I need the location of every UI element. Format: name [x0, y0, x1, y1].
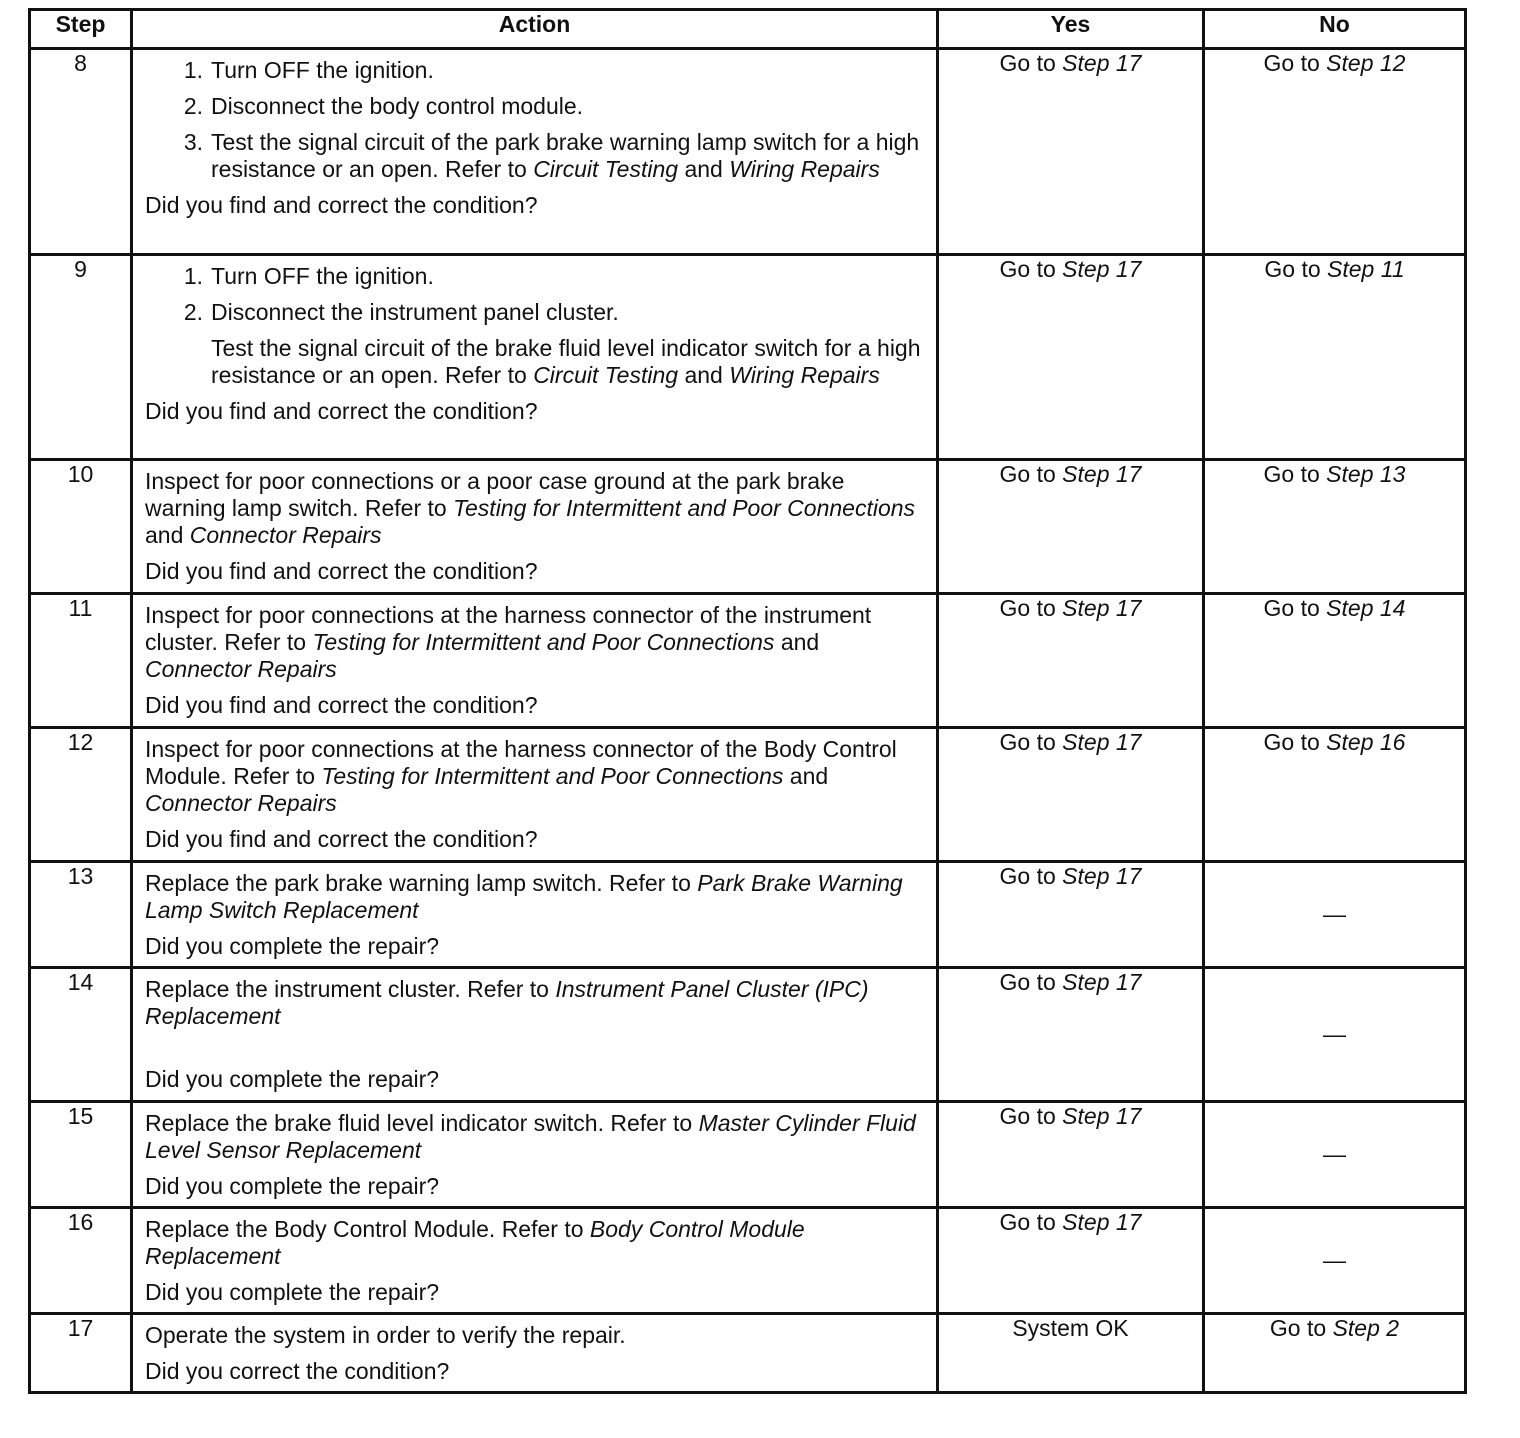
yes-cell: Go to Step 17	[938, 594, 1204, 728]
action-cell	[132, 594, 938, 728]
step-number: 9	[30, 255, 132, 460]
question-text: Did you complete the repair?	[145, 1279, 440, 1305]
action-cell	[132, 49, 938, 255]
question-text: Did you complete the repair?	[145, 933, 440, 959]
step-number: 12	[30, 728, 132, 862]
step-number: 11	[30, 594, 132, 728]
yes-cell: Go to Step 17	[938, 862, 1204, 968]
yes-cell: Go to Step 17	[938, 255, 1204, 460]
yes-cell: Go to Step 17	[938, 728, 1204, 862]
question-text: Did you find and correct the condition?	[145, 826, 538, 852]
table-row	[30, 728, 1466, 862]
question-text: Did you complete the repair?	[145, 1066, 440, 1092]
step-number: 10	[30, 460, 132, 594]
action-cell	[132, 728, 938, 862]
action-cell	[132, 1314, 938, 1393]
yes-cell: System OK	[938, 1314, 1204, 1393]
header-step: Step	[30, 10, 132, 49]
yes-cell: Go to Step 17	[938, 460, 1204, 594]
table-row	[30, 49, 1466, 255]
action-text: Replace the brake fluid level indicator switch. Refer to Master Cylinder Fluid Level Sensor Replacement	[145, 1110, 916, 1163]
table-row	[30, 1208, 1466, 1314]
action-text: Replace the instrument cluster. Refer to Instrument Panel Cluster (IPC) Replacement	[145, 976, 869, 1029]
question-text: Did you find and correct the condition?	[145, 692, 538, 718]
table-row	[30, 1314, 1466, 1393]
table-row	[30, 594, 1466, 728]
no-cell: Go to Step 14	[1204, 594, 1466, 728]
header-yes: Yes	[938, 10, 1204, 49]
step-number: 16	[30, 1208, 132, 1314]
no-cell: Go to Step 13	[1204, 460, 1466, 594]
header-action: Action	[132, 10, 938, 49]
action-cell	[132, 968, 938, 1102]
step-number: 13	[30, 862, 132, 968]
action-text: Replace the Body Control Module. Refer to Body Control Module Replacement	[145, 1216, 805, 1269]
list-item: 3. Test the signal circuit of the park brake warning lamp switch for a high resistance or an open. Refer to Circuit Testing and Wiring Repairs	[183, 129, 920, 182]
question-text: Did you complete the repair?	[145, 1173, 440, 1199]
step-number: 15	[30, 1102, 132, 1208]
action-cell	[132, 862, 938, 968]
question-text: Did you find and correct the condition?	[145, 558, 538, 584]
yes-cell: Go to Step 17	[938, 1102, 1204, 1208]
yes-cell: Go to Step 17	[938, 968, 1204, 1102]
list-item: 1. Turn OFF the ignition.	[183, 263, 434, 289]
table-row	[30, 862, 1466, 968]
question-text: Did you find and correct the condition?	[145, 398, 538, 424]
yes-cell: Go to Step 17	[938, 49, 1204, 255]
no-cell: Go to Step 11	[1204, 255, 1466, 460]
no-cell: —	[1204, 968, 1466, 1102]
list-item: 2. Disconnect the body control module.	[183, 93, 584, 119]
step-number: 17	[30, 1314, 132, 1393]
action-text: Replace the park brake warning lamp switch. Refer to Park Brake Warning Lamp Switch Replacement	[145, 870, 903, 923]
action-cell	[132, 460, 938, 594]
yes-cell: Go to Step 17	[938, 1208, 1204, 1314]
table-row	[30, 460, 1466, 594]
action-cell	[132, 1208, 938, 1314]
action-text: Inspect for poor connections at the harness connector of the Body Control Module. Refer to Testing for Intermittent and Poor Connections and Connector Repairs	[145, 736, 897, 816]
step-number: 14	[30, 968, 132, 1102]
action-cell	[132, 255, 938, 460]
action-text: Inspect for poor connections at the harness connector of the instrument cluster. Refer to Testing for Intermittent and Poor Connections and Connector Repairs	[145, 602, 872, 682]
no-cell: —	[1204, 1102, 1466, 1208]
no-cell: Go to Step 2	[1204, 1314, 1466, 1393]
table-row	[30, 255, 1466, 460]
header-no: No	[1204, 10, 1466, 49]
list-item: 2. Disconnect the instrument panel cluster.	[183, 299, 619, 325]
no-cell: Go to Step 12	[1204, 49, 1466, 255]
no-cell: —	[1204, 1208, 1466, 1314]
list-item: 1. Turn OFF the ignition.	[183, 57, 434, 83]
list-item: Test the signal circuit of the brake fluid level indicator switch for a high resistance or an open. Refer to Circuit Testing and Wiring Repairs	[211, 335, 921, 388]
question-text: Did you find and correct the condition?	[145, 192, 538, 218]
action-text: Operate the system in order to verify the repair.	[145, 1322, 626, 1348]
question-text: Did you correct the condition?	[145, 1358, 450, 1384]
table-row	[30, 968, 1466, 1102]
header-row	[30, 10, 1466, 49]
step-number: 8	[30, 49, 132, 255]
diagnostic-table	[28, 8, 1467, 1394]
action-cell	[132, 1102, 938, 1208]
no-cell: Go to Step 16	[1204, 728, 1466, 862]
no-cell: —	[1204, 862, 1466, 968]
table-row	[30, 1102, 1466, 1208]
action-text: Inspect for poor connections or a poor case ground at the park brake warning lamp switch. Refer to Testing for Intermittent and Poor Connections and Connector Repairs	[145, 468, 916, 548]
